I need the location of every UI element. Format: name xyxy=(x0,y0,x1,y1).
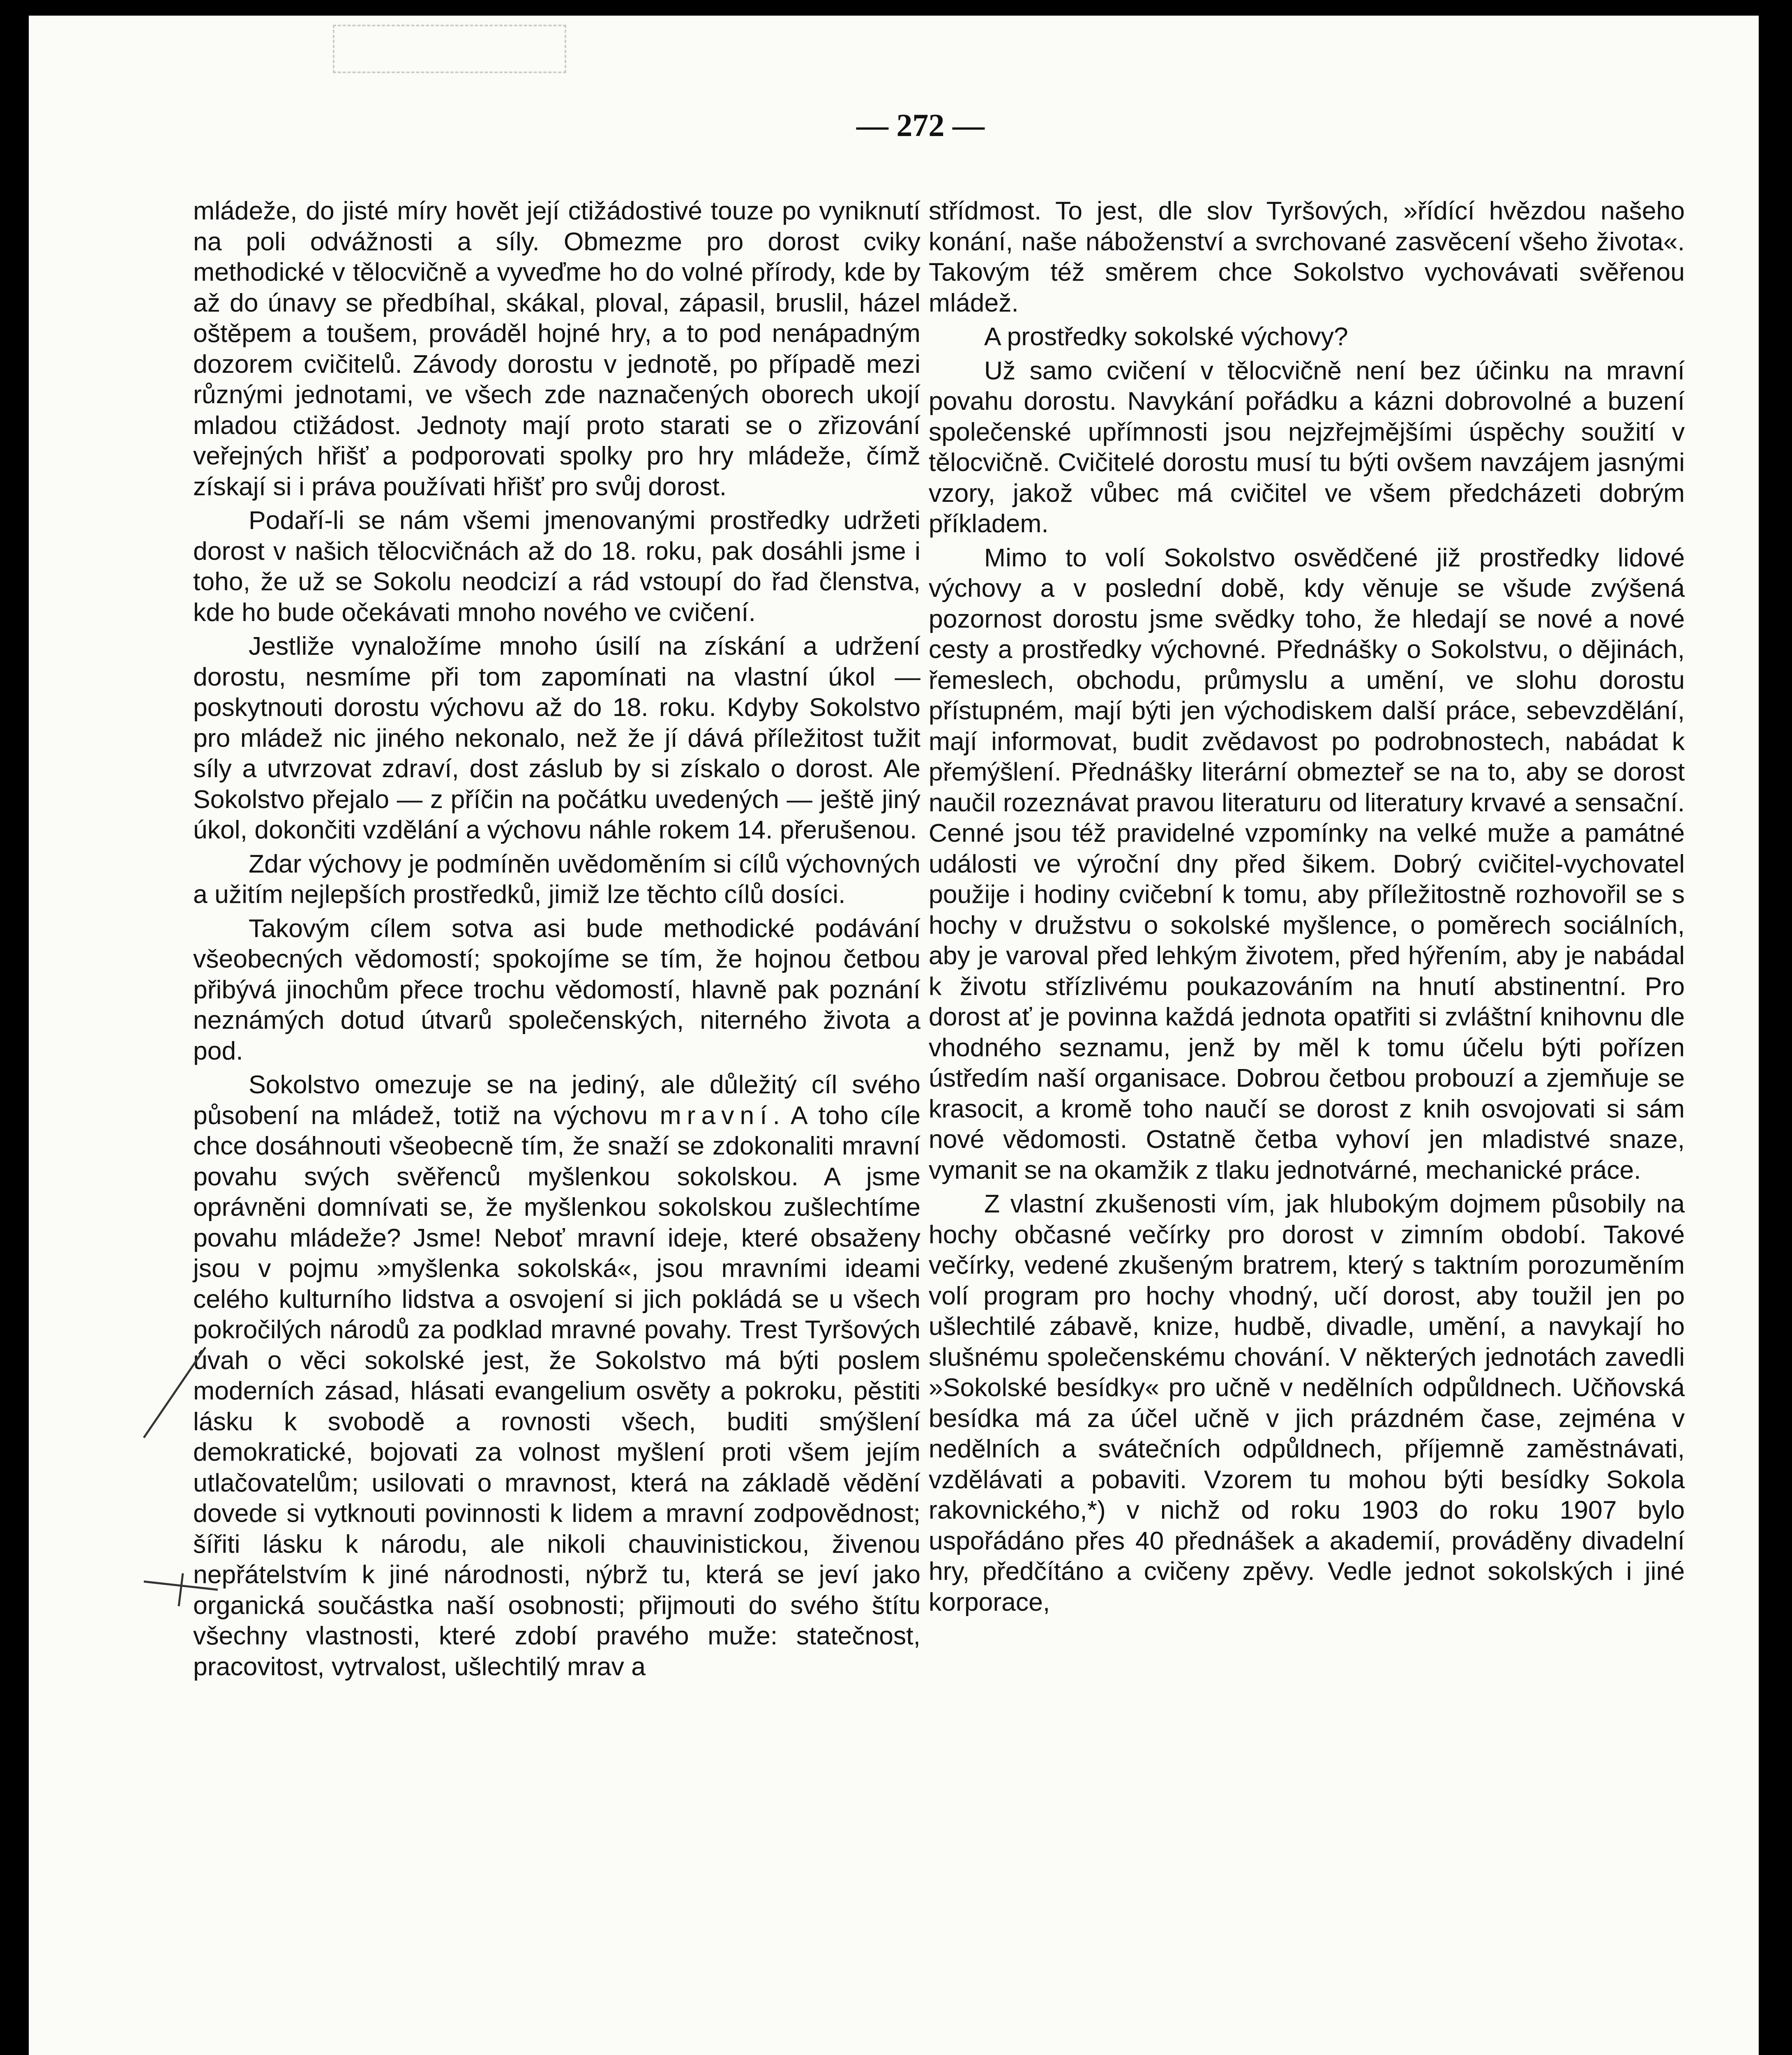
paragraph: Mimo to volí Sokolstvo osvědčené již prostředky lidové výchovy a v poslední době, kdy věnuje se všude zvýšená pozornost dorostu jsme svědky toho, že hledají se nové a nové cesty a prostředky výchovné. Přednášky o Sokolstvu, o dějinách, řemeslech, obchodu, průmyslu a umění, ve slohu dorostu přístupném, mají býti jen východiskem další práce, sebevzdělání, mají informovat, budit zvědavost po podrobnostech, nabádat k přemýšlení. Přednášky literární obmezteř se na to, aby se dorost naučil rozeznávat pravou literaturu od literatury krvavé a sensační. Cenné jsou též pravidelné vzpomínky na velké muže a památné události ve výroční dny před šikem. Dobrý cvičitel-vychovatel použije i hodiny cvičební k tomu, aby příležitostně rozhovořil se s hochy v družstvu o sokolské myšlence, o poměrech sociálních, aby je varoval před lehkým životem, před hýřením, aby je nabádal k životu střízlivému poukazováním na hnutí abstinentní. Pro dorost ať je povinna každá jednota opatřiti si zvláštní knihovnu dle vhodného seznamu, jenž by měl k tomu účelu býti pořízen ústředím naší organisace. Dobrou četbou probouzí a zjemňuje se krasocit, a kromě toho naučí se dorost z knih osvojovati si sám nové vědomosti. Ostatně četba vyhoví jen mladistvé snaze, vymanit se na okamžik z tlaku jednotvárné, mechanické práce. xyxy=(929,543,1685,1185)
paragraph: Už samo cvičení v tělocvičně není bez účinku na mravní povahu dorostu. Navykání pořádku a kázni dobrovolné a buzení společenské upřímnosti jsou nejzřejmějšími úspěchy soužití v tělocvičně. Cvičitelé dorostu musí tu býti ovšem navzájem jasnými vzory, jakož vůbec má cvičitel ve všem předcházeti dobrým příkladem. xyxy=(929,356,1685,538)
faded-library-stamp xyxy=(333,25,566,73)
paragraph: Podaří-li se nám všemi jmenovanými prostředky udržeti dorost v našich tělocvičnách až do 18. roku, pak dosáhli jsme i toho, že už se Sokolu neodcizí a rád vstoupí do řad členstva, kde ho bude očekávati mnoho nového ve cvičení. xyxy=(193,506,920,627)
right-column xyxy=(929,196,1685,1621)
paragraph: Z vlastní zkušenosti vím, jak hlubokým dojmem působily na hochy občasné večírky pro dorost v zimním období. Takové večírky, vedené zkušeným bratrem, který s taktním porozuměním volí program pro hochy vhodný, učí dorost, aby toužil jen po ušlechtilé zábavě, knize, hudbě, divadle, umění, a navykají ho slušnému společenskému chování. V některých jednotách zavedli »Sokolské besídky« pro učně v nedělních odpůldnech. Učňovská besídka má za účel učně v jich prázdném čase, zejména v nedělních a svátečních odpůldnech, příjemně zaměstnávati, vzdělávati a pobaviti. Vzorem tu mohou býti besídky Sokola rakovnického,*) v nichž od roku 1903 do roku 1907 bylo uspořádáno přes 40 přednášek a akademií, prováděny divadelní hry, předčítáno a cvičeny zpěvy. Vedle jednot sokolských i jiné korporace, xyxy=(929,1189,1685,1616)
document-page xyxy=(29,16,1759,2055)
left-column xyxy=(193,196,920,1685)
paragraph: střídmost. To jest, dle slov Tyršových, »řídící hvězdou našeho konání, naše náboženství a svrchované zasvěcení všeho života«. Takovým též směrem chce Sokolstvo vychovávati svěřenou mládež. xyxy=(929,196,1685,317)
paragraph: Jestliže vynaložíme mnoho úsilí na získání a udržení dorostu, nesmíme při tom zapomínati na vlastní úkol — poskytnouti dorostu výchovu až do 18. roku. Kdyby Sokolstvo pro mládež nic jiného nekonalo, než že jí dává příležitost tužit síly a utvrzovat zdraví, dost záslub by si získalo o dorost. Ale Sokolstvo přejalo — z příčin na počátku uvedených — ještě jiný úkol, dokončiti vzdělání a výchovu náhle rokem 14. přerušenou. xyxy=(193,632,920,844)
paragraph: mládeže, do jisté míry hovět její ctižádostivé touze po vyniknutí na poli odvážnosti a síly. Obmezme pro dorost cviky methodické v tělocvičně a vyveďme ho do volné přírody, kde by až do únavy se předbíhal, skákal, ploval, zápasil, bruslil, házel oštěpem a toušem, prováděl hojné hry, a to pod nenápadným dozorem cvičitelů. Závody dorostu v jednotě, po případě mezi různými jednotami, ve všech zde naznačených oborech ukojí mladou ctižádost. Jednoty mají proto starati se o zřizování veřejných hřišť a podporovati spolky pro hry mládeže, čímž získají si i práva používati hřišť pro svůj dorost. xyxy=(193,196,920,501)
paragraph: Takovým cílem sotva asi bude methodické podávání všeobecných vědomostí; spokojíme se tím, že hojnou četbou přibývá jinochům přece trochu vědomostí, hlavně pak poznání neznámých dotud útvarů společenských, niterného života a pod. xyxy=(193,914,920,1065)
paragraph: A prostředky sokolské výchovy? xyxy=(984,322,1348,351)
paragraph-text: Sokolstvo omezuje se na jediný, ale důležitý cíl svého působení na mládež, totiž na výchovu xyxy=(193,1070,920,1130)
pen-annotation-mark xyxy=(136,1339,230,1635)
paragraph xyxy=(193,1069,920,1682)
paragraph-text: . A toho cíle chce dosáhnouti všeobecně tím, že snaží se zdokonaliti mravní povahu svých svěřenců myšlenkou sokolskou. A jsme oprávněni domnívati se, že myšlenkou sokolskou zušlechtíme povahu mládeže? Jsme! Neboť mravní ideje, které obsaženy jsou v pojmu »myšlenka sokolská«, jsou mravními ideami celého kulturního lidstva a osvojení si jich pokládá se u všech pokročilých národů za podklad mravné povahy. Trest Tyršových úvah o věci sokolské jest, že Sokolstvo má býti poslem moderních zásad, hlásati evangelium osvěty a pokroku, pěstiti lásku k svobodě a rovnosti všech, buditi smýšlení demokratické, bojovati za volnost myšlení proti všem jejím utlačovatelům; usilovati o mravnost, která na základě vědění dovede si vytknouti povinnosti k lidem a mravní zodpovědnost; šířiti lásku k národu, ale nikoli chauvinistickou, živenou nepřátelstvím k jiné národnosti, nýbrž tu, která se jeví jako organická součástka naší osobnosti; přijmouti do svého štítu všechny vlastnosti, které zdobí pravého muže: statečnost, pracovitost, vytrvalost, ušlechtilý mrav a xyxy=(193,1101,920,1681)
emphasized-word: mravní xyxy=(660,1101,773,1130)
paragraph: Zdar výchovy je podmíněn uvědoměním si cílů výchovných a užitím nejlepších prostředků, jimiž lze těchto cílů dosíci. xyxy=(193,849,920,909)
page-number: — 272 — xyxy=(856,107,985,143)
